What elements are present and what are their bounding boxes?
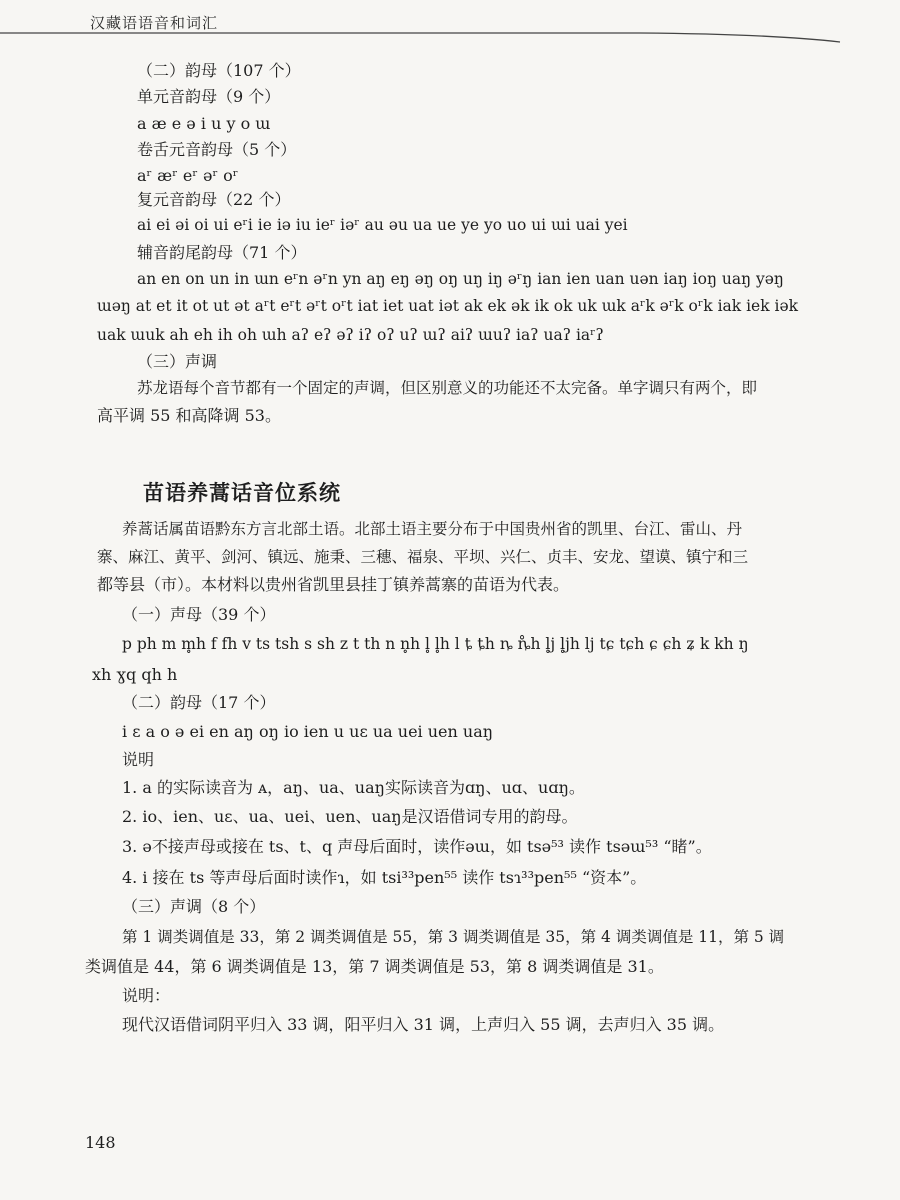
monophthong-heading: 单元音韵母（9 个） [137, 87, 281, 106]
coda-heading: 辅音韵尾韵母（71 个） [137, 243, 307, 262]
coda-list-line3: uak ɯuk ah eh ih oh ɯh aʔ eʔ əʔ iʔ oʔ uʔ ɯʔ aiʔ ɯuʔ iaʔ uaʔ iaʳʔ [97, 326, 604, 344]
section-title: 苗语养蒿话音位系统 [143, 481, 341, 505]
miao-finals-heading: （二）韵母（17 个） [122, 693, 276, 712]
tones-heading: （三）声调（8 个） [122, 897, 266, 916]
initials-list-line2: xh ɣq qh h [92, 665, 178, 684]
initials-list-line1: p ph m m̥h f fh v ts tsh s sh z t th n n̥h l̥ l̥h l ȶ ȶh ȵ ȵ̊h l̥j l̥jh lj tɕ tɕh ɕ ɕh ʑ k kh ŋ [122, 635, 749, 653]
intro-line1: 养蒿话属苗语黔东方言北部土语。北部土语主要分布于中国贵州省的凯里、台江、雷山、丹 [122, 520, 743, 538]
initials-heading: （一）声母（39 个） [122, 605, 276, 624]
coda-list-line1: an en on un in ɯn eʳn əʳn yn aŋ eŋ əŋ oŋ uŋ iŋ əʳŋ ian ien uan uən iaŋ ioŋ uaŋ yəŋ [137, 270, 784, 288]
note-2: 2. io、ien、uɛ、ua、uei、uen、uaŋ是汉语借词专用的韵母。 [122, 807, 578, 826]
diphthong-list: ai ei əi oi ui eʳi ie iə iu ieʳ iəʳ au əu ua ue ye yo uo ui ɯi uai yei [137, 216, 628, 234]
monophthong-list: a æ e ə i u y o ɯ [137, 114, 271, 133]
coda-list-line2: ɯəŋ at et it ot ut ət aʳt eʳt əʳt oʳt iat iet uat iət ak ek ək ik ok uk ɯk aʳk əʳk oʳk iak iek iək [97, 297, 799, 315]
finals-heading: （二）韵母（107 个） [137, 61, 301, 80]
note-4: 4. i 接在 ts 等声母后面时读作ɿ，如 tsi³³pen⁵⁵ 读作 tsɿ³³pen⁵⁵ “资本”。 [122, 868, 647, 887]
intro-line2: 寨、麻江、黄平、剑河、镇远、施秉、三穗、福泉、平坝、兴仁、贞丰、安龙、望谟、镇宁和三 [97, 548, 749, 566]
tone-paragraph-line1: 苏龙语每个音节都有一个固定的声调，但区别意义的功能还不太完备。单字调只有两个，即 [137, 379, 758, 397]
notes-heading: 说明 [122, 750, 155, 769]
diphthong-heading: 复元音韵母（22 个） [137, 190, 291, 209]
retroflex-heading: 卷舌元音韵母（5 个） [137, 140, 297, 159]
note-1: 1. a 的实际读音为 ᴀ，aŋ、ua、uaŋ实际读音为ɑŋ、uɑ、uɑŋ。 [122, 778, 585, 797]
tones-note-heading: 说明： [122, 986, 171, 1005]
tones-line2: 类调值是 44，第 6 调类调值是 13，第 7 调类调值是 53，第 8 调类调值是 31。 [85, 957, 664, 976]
tones-line1: 第 1 调类调值是 33，第 2 调类调值是 55，第 3 调类调值是 35，第 4 调类调值是 11，第 5 调 [122, 928, 785, 946]
running-header: 汉藏语语音和词汇 [90, 14, 219, 32]
intro-line3: 都等县（市）。本材料以贵州省凯里县挂丁镇养蒿寨的苗语为代表。 [97, 575, 570, 594]
tone-paragraph-line2: 高平调 55 和高降调 53。 [97, 406, 281, 425]
page-number: 148 [85, 1133, 116, 1152]
tone-heading: （三）声调 [137, 352, 218, 371]
retroflex-list: aʳ æʳ eʳ əʳ oʳ [137, 166, 239, 185]
miao-finals-list: i ɛ a o ə ei en aŋ oŋ io ien u uɛ ua uei uen uaŋ [122, 722, 494, 741]
note-3: 3. ə不接声母或接在 ts、t、q 声母后面时，读作əɯ，如 tsə⁵³ 读作 tsəɯ⁵³ “睹”。 [122, 837, 712, 856]
header-rule [0, 28, 900, 48]
tones-note: 现代汉语借词阴平归入 33 调，阳平归入 31 调，上声归入 55 调，去声归入 35 调。 [122, 1015, 725, 1034]
